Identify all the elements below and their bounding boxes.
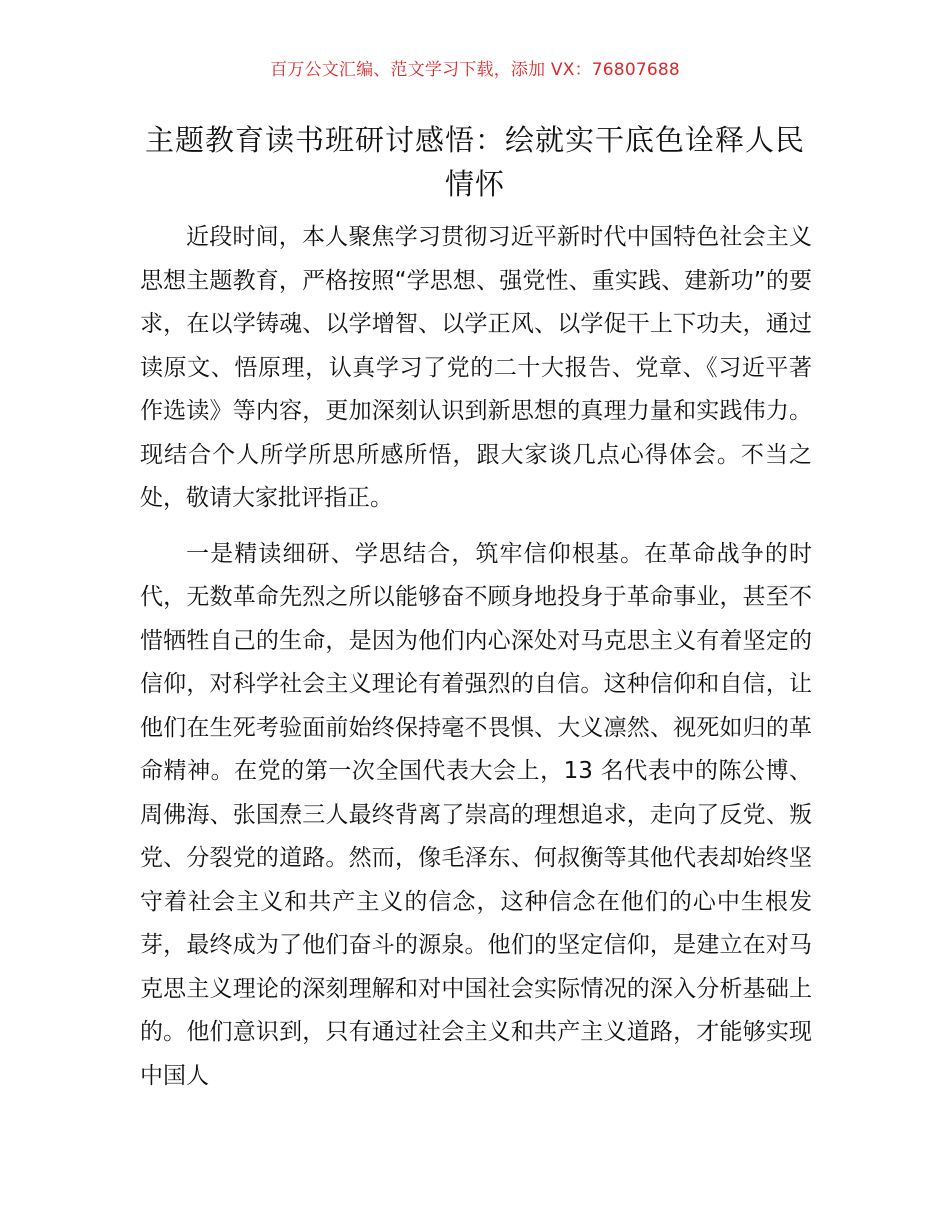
intro-paragraph: 近段时间，本人聚焦学习贯彻习近平新时代中国特色社会主义思想主题教育，严格按照“学思想、强党性、重实践、建新功”的要求，在以学铸魂、以学增智、以学正风、以学促干上下功夫，通过读原文、悟原理，认真学习了党的二十大报告、党章、《习近平著作选读》等内容，更加深刻认识到新思想的真理力量和实践伟力。现结合个人所学所思所感所悟，跟大家谈几点心得体会。不当之处，敬请大家批评指正。 xyxy=(140,224,812,511)
document-title: 主题教育读书班研讨感悟：绘就实干底色诠释人民情怀 xyxy=(144,123,805,201)
watermark-banner: 百万公文汇编、范文学习下载，添加 VX：76807688 xyxy=(270,60,680,80)
section-one-paragraph: 一是精读细研、学思结合，筑牢信仰根基。在革命战争的时代，无数革命先烈之所以能够奋不顾身地投身于革命事业，甚至不惜牺牲自己的生命，是因为他们内心深处对马克思主义有着坚定的信仰，对科学社会主义理论有着强烈的自信。这种信仰和自信，让他们在生死考验面前始终保持毫不畏惧、大义凛然、视死如归的革命精神。在党的第一次全国代表大会上，13 名代表中的陈公博、周佛海、张国焘三人最终背离了崇高的理想追求，走向了反党、叛党、分裂党的道路。然而，像毛泽东、何叔衡等其他代表却始终坚守着社会主义和共产主义的信念，这种信念在他们的心中生根发芽，最终成为了他们奋斗的源泉。他们的坚定信仰，是建立在对马克思主义理论的深刻理解和对中国社会实际情况的深入分析基础上的。他们意识到，只有通过社会主义和共产主义道路，才能够实现中国人 xyxy=(140,540,812,1089)
document-body xyxy=(140,216,812,1098)
